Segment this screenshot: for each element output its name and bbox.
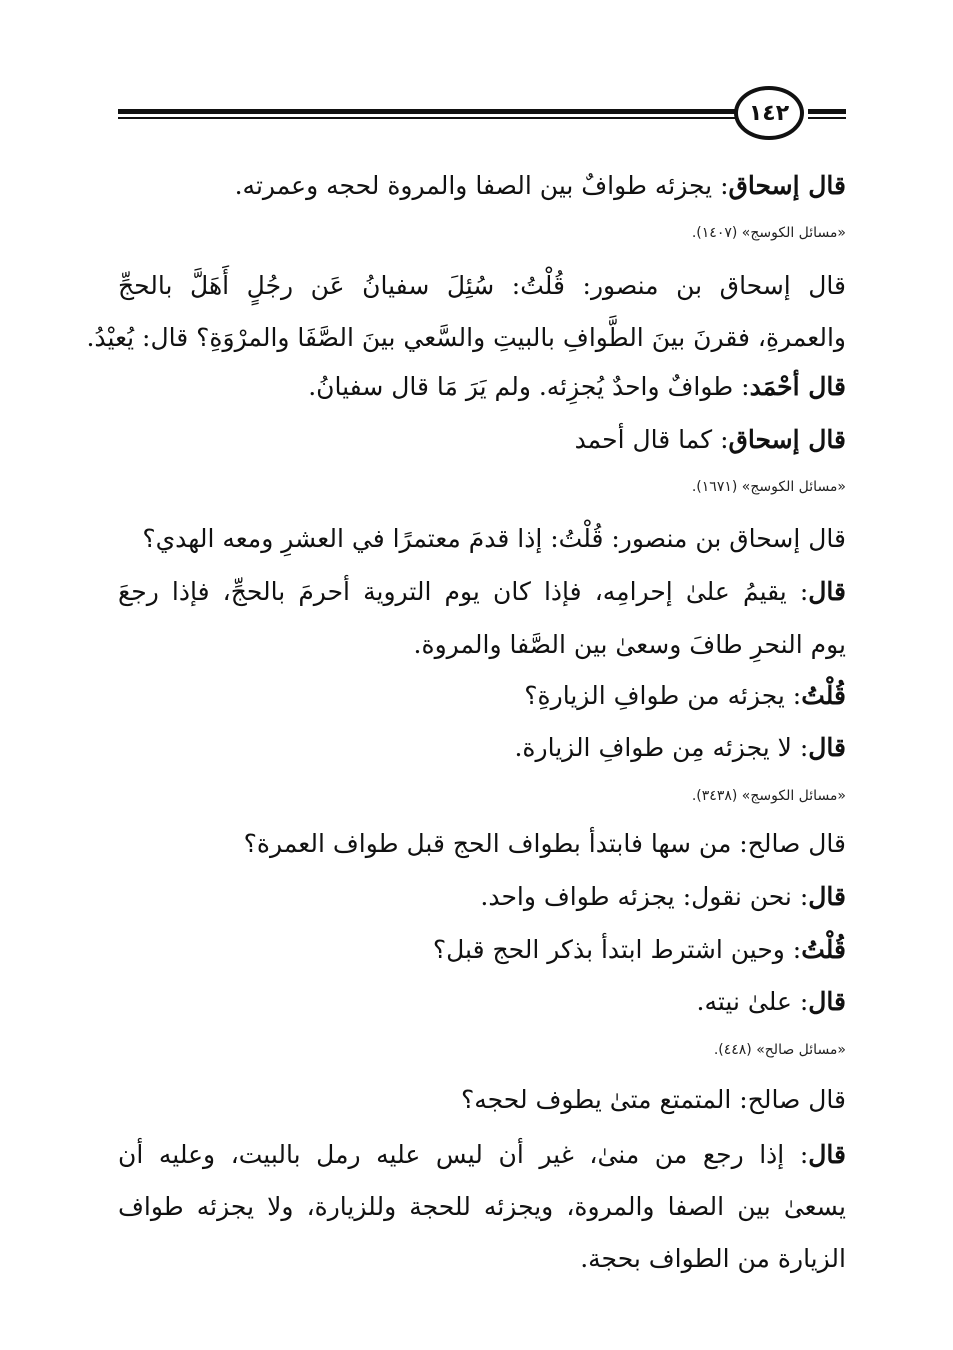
line-text: : إذا رجع من منىٰ، غير أن ليس عليه رمل بالبيت، وعليه أن xyxy=(118,1140,809,1169)
text-line xyxy=(118,1189,846,1225)
line-text: يوم النحرِ طافَ وسعىٰ بين الصَّفا والمروة. xyxy=(413,630,846,659)
text-line xyxy=(118,826,846,862)
speaker-label: قال xyxy=(808,882,846,911)
line-text: : لا يجزئه مِن طوافِ الزيارة. xyxy=(514,733,809,762)
text-line xyxy=(118,1137,846,1173)
line-text: قال صالح: المتمتع متىٰ يطوف لحجه؟ xyxy=(461,1085,846,1114)
line-text: : كما قال أحمد xyxy=(574,425,729,454)
page-number: ١٤٢ xyxy=(734,86,804,140)
speaker-label: قُلْتُ xyxy=(801,681,846,710)
speaker-label: قال إسحاق xyxy=(728,425,846,454)
line-text: قال إسحاق بن منصور: قُلْتُ: إذا قدمَ معتمرًا في العشرِ ومعه الهدي؟ xyxy=(142,524,846,553)
line-text: : علىٰ نيته. xyxy=(696,987,809,1016)
line-text: : يجزئه من طوافِ الزيارةِ؟ xyxy=(524,681,802,710)
text-line xyxy=(118,521,846,557)
text-line xyxy=(118,730,846,766)
speaker-label: قال xyxy=(808,577,846,606)
text-line xyxy=(118,678,846,714)
text-line xyxy=(118,984,846,1020)
line-text: : وحين اشترط ابتدأ بذكر الحج قبل؟ xyxy=(432,935,802,964)
citation: «مسائل الكوسج» (١٤٠٧). xyxy=(691,225,846,241)
text-line xyxy=(118,422,846,458)
speaker-label: قال أحْمَد xyxy=(749,372,846,401)
text-line xyxy=(118,369,846,405)
line-text: والعمرةِ، فقرنَ بينَ الطَّوافِ بالبيتِ والسَّعي بينَ الصَّفَا والمرْوَةِ؟ قال: يُعيْدُ. xyxy=(86,323,846,352)
line-text: قال إسحاق بن منصور: قُلْتُ: سُئِلَ سفيانُ عَن رجُلٍ أَهَلَّ بالحجِّ xyxy=(118,271,846,300)
citation: «مسائل صالح» (٤٤٨). xyxy=(713,1042,846,1058)
text-line xyxy=(118,268,846,304)
text-line xyxy=(118,1241,846,1277)
text-line xyxy=(118,574,846,610)
citation: «مسائل الكوسج» (٣٤٣٨). xyxy=(691,788,846,804)
text-line xyxy=(118,168,846,204)
line-text: يسعىٰ بين الصفا والمروة، ويجزئه للحجة وللزيارة، ولا يجزئه طواف xyxy=(118,1192,846,1221)
speaker-label: قال xyxy=(808,1140,846,1169)
line-text: : يقيمُ علىٰ إحرامِه، فإذا كان يوم التروية أحرمَ بالحجِّ، فإذا رجعَ xyxy=(118,577,809,606)
text-line xyxy=(118,627,846,663)
speaker-label: قال إسحاق xyxy=(728,171,846,200)
line-text: الزيارة من الطواف بحجة. xyxy=(580,1244,846,1273)
line-text: قال صالح: من سها فابتدأ بطواف الحج قبل طواف العمرة؟ xyxy=(243,829,846,858)
text-line xyxy=(118,1082,846,1118)
speaker-label: قُلْتُ xyxy=(801,935,846,964)
citation: «مسائل الكوسج» (١٦٧١). xyxy=(691,479,846,495)
header-rule-left xyxy=(118,109,738,121)
header-rule-right xyxy=(808,109,846,121)
speaker-label: قال xyxy=(808,987,846,1016)
speaker-label: قال xyxy=(808,733,846,762)
text-line xyxy=(86,320,846,356)
line-text: : نحن نقول: يجزئه طواف واحد. xyxy=(480,882,809,911)
line-text: : يجزئه طوافٌ بين الصفا والمروة لحجه وعمرته. xyxy=(234,171,729,200)
line-text: : طوافٌ واحدٌ يُجزِئه. ولم يَرَ مَا قال سفيانُ. xyxy=(308,372,750,401)
text-line xyxy=(118,879,846,915)
text-line xyxy=(118,932,846,968)
